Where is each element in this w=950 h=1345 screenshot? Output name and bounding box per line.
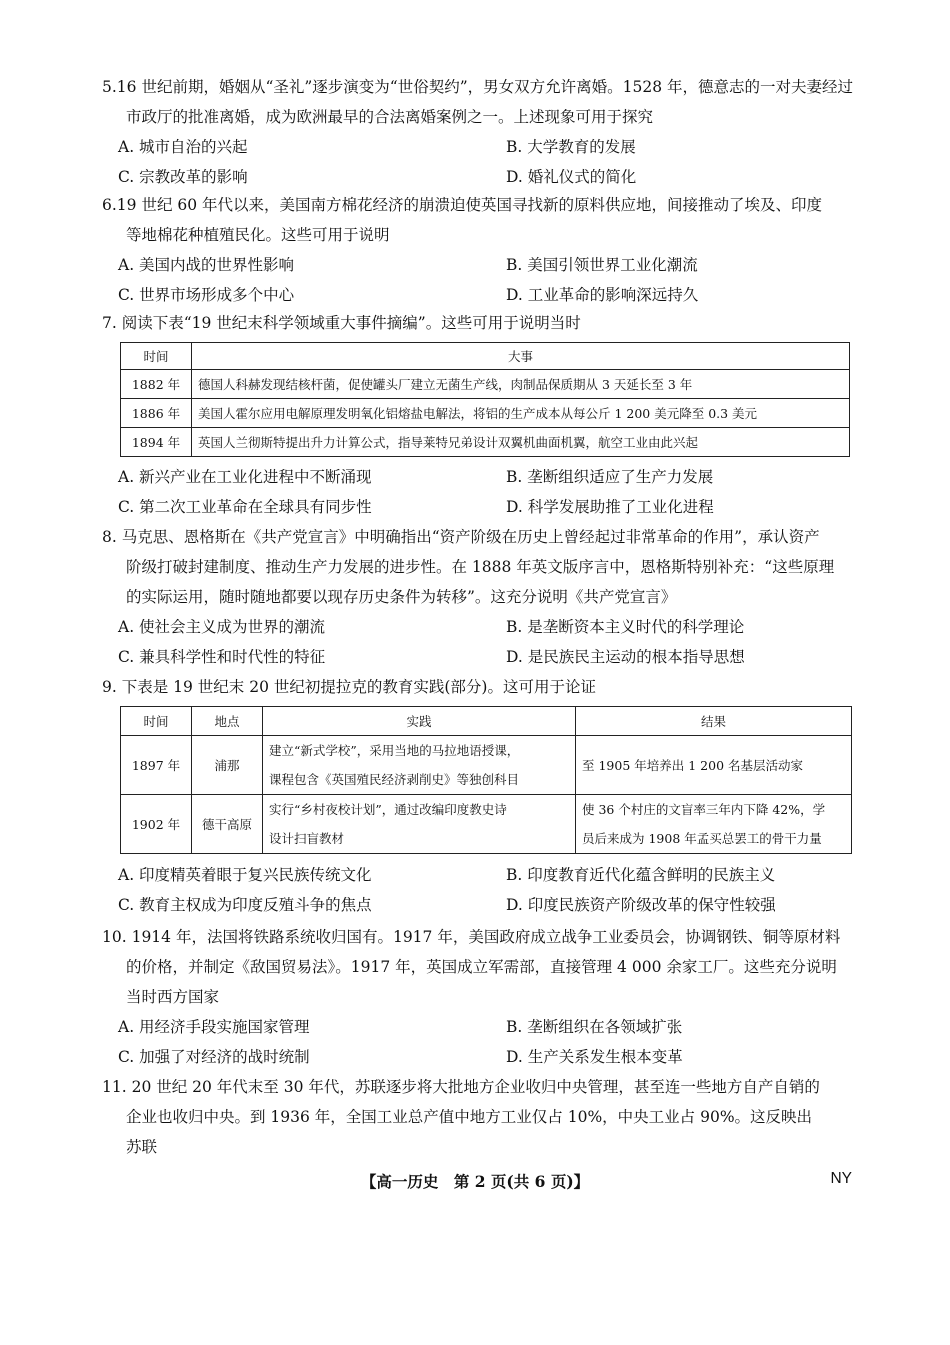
option-a[interactable]: A. 新兴产业在工业化进程中不断涌现 xyxy=(118,468,372,486)
table-row xyxy=(121,795,852,854)
cell-event: 英国人兰彻斯特提出升力计算公式，指导莱特兄弟设计双翼机曲面机翼，航空工业由此兴起 xyxy=(192,428,850,457)
table-row xyxy=(121,399,850,428)
option-b[interactable]: B. 垄断组织适应了生产力发展 xyxy=(506,468,714,486)
option-d[interactable]: D. 是民族民主运动的根本指导思想 xyxy=(506,648,745,666)
option-c[interactable]: C. 第二次工业革命在全球具有同步性 xyxy=(118,498,372,516)
option-c[interactable]: C. 兼具科学性和时代性的特征 xyxy=(118,648,326,666)
cell-result xyxy=(576,736,852,795)
table-row xyxy=(121,736,852,795)
question-stem: 企业也收归中央。到 1936 年，全国工业总产值中地方工业仅占 10%，中央工业占 90%。这反映出 xyxy=(126,1108,813,1126)
option-d[interactable]: D. 婚礼仪式的简化 xyxy=(506,168,637,186)
option-c[interactable]: C. 加强了对经济的战时统制 xyxy=(118,1048,310,1066)
option-a[interactable]: A. 用经济手段实施国家管理 xyxy=(118,1018,310,1036)
cell-line: 员后来成为 1908 年孟买总罢工的骨干力量 xyxy=(582,831,822,846)
cell-event: 德国人科赫发现结核杆菌，促使罐头厂建立无菌生产线，肉制品保质期从 3 天延长至 3 年 xyxy=(192,370,850,399)
question-stem: 的实际运用，随时随地都要以现存历史条件为转移”。这充分说明《共产党宣言》 xyxy=(126,588,677,606)
question-9 xyxy=(102,672,862,702)
page-number: 【高一历史 第 2 页(共 6 页)】 xyxy=(360,1172,590,1191)
question-stem: 10. 1914 年，法国将铁路系统收归国有。1917 年，美国政府成立战争工业委员会，协调钢铁、铜等原材料 xyxy=(102,928,841,946)
header-practice: 实践 xyxy=(263,707,576,736)
option-d[interactable]: D. 工业革命的影响深远持久 xyxy=(506,286,699,304)
cell-line: 设计扫盲教材 xyxy=(269,831,345,846)
cell-practice xyxy=(263,795,576,854)
question-8 xyxy=(102,522,862,672)
header-place: 地点 xyxy=(192,707,263,736)
question-6 xyxy=(102,190,862,310)
header-event: 大事 xyxy=(192,343,850,370)
question-stem: 8. 马克思、恩格斯在《共产党宣言》中明确指出“资产阶级在历史上曾经起过非常革命的作用”，承认资产 xyxy=(102,528,820,546)
cell-result xyxy=(576,795,852,854)
cell-practice xyxy=(263,736,576,795)
option-a[interactable]: A. 印度精英着眼于复兴民族传统文化 xyxy=(118,866,372,884)
table-row xyxy=(121,370,850,399)
table-row xyxy=(121,428,850,457)
option-a[interactable]: A. 使社会主义成为世界的潮流 xyxy=(118,618,326,636)
option-b[interactable]: B. 垄断组织在各领域扩张 xyxy=(506,1018,683,1036)
question-stem: 阶级打破封建制度、推动生产力发展的进步性。在 1888 年英文版序言中，恩格斯特别补充：“这些原理 xyxy=(126,558,835,576)
question-stem: 的价格，并制定《敌国贸易法》。1917 年，英国成立军需部，直接管理 4 000 余家工厂。这些充分说明 xyxy=(126,958,837,976)
question-11 xyxy=(102,1072,862,1162)
cell-time: 1886 年 xyxy=(121,399,192,428)
option-a[interactable]: A. 城市自治的兴起 xyxy=(118,138,248,156)
cell-time: 1894 年 xyxy=(121,428,192,457)
cell-place: 德干高原 xyxy=(192,795,263,854)
question-stem: 当时西方国家 xyxy=(126,988,220,1006)
question-stem: 11. 20 世纪 20 年代末至 30 年代，苏联逐步将大批地方企业收归中央管理，甚至连一些地方自产自销的 xyxy=(102,1078,820,1096)
question-stem: 7. 阅读下表“19 世纪末科学领域重大事件摘编”。这些可用于说明当时 xyxy=(102,314,581,332)
question-stem: 苏联 xyxy=(126,1138,158,1156)
cell-line: 使 36 个村庄的文盲率三年内下降 42%，学 xyxy=(582,802,826,817)
options xyxy=(102,860,862,920)
cell-place: 浦那 xyxy=(192,736,263,795)
options xyxy=(102,1012,862,1072)
question-7 xyxy=(102,308,862,338)
header-time: 时间 xyxy=(121,707,192,736)
option-a[interactable]: A. 美国内战的世界性影响 xyxy=(118,256,295,274)
options xyxy=(102,132,862,192)
option-b[interactable]: B. 是垄断资本主义时代的科学理论 xyxy=(506,618,745,636)
cell-time: 1882 年 xyxy=(121,370,192,399)
option-b[interactable]: B. 美国引领世界工业化潮流 xyxy=(506,256,698,274)
question-7-options xyxy=(102,462,862,522)
question-9-options xyxy=(102,860,862,920)
question-stem: 5.16 世纪前期，婚姻从“圣礼”逐步演变为“世俗契约”，男女双方允许离婚。1528 年，德意志的一对夫妻经过 xyxy=(102,78,854,96)
cell-time: 1902 年 xyxy=(121,795,192,854)
paper-code: NY xyxy=(830,1170,852,1187)
question-stem: 等地棉花种植殖民化。这些可用于说明 xyxy=(126,226,390,244)
events-table xyxy=(120,342,850,457)
option-d[interactable]: D. 生产关系发生根本变革 xyxy=(506,1048,683,1066)
option-c[interactable]: C. 世界市场形成多个中心 xyxy=(118,286,295,304)
cell-line: 课程包含《英国殖民经济剥削史》等独创科目 xyxy=(269,772,520,787)
cell-line: 实行“乡村夜校计划”，通过改编印度教史诗 xyxy=(269,802,507,817)
question-stem: 6.19 世纪 60 年代以来，美国南方棉花经济的崩溃迫使英国寻找新的原料供应地，间接推动了埃及、印度 xyxy=(102,196,823,214)
header-time: 时间 xyxy=(121,343,192,370)
cell-line: 至 1905 年培养出 1 200 名基层活动家 xyxy=(582,758,803,773)
option-b[interactable]: B. 大学教育的发展 xyxy=(506,138,636,156)
option-c[interactable]: C. 教育主权成为印度反殖斗争的焦点 xyxy=(118,896,372,914)
cell-event: 美国人霍尔应用电解原理发明氧化铝熔盐电解法，将铝的生产成本从每公斤 1 200 美元降至 0.3 美元 xyxy=(192,399,850,428)
question-5 xyxy=(102,72,862,192)
education-table xyxy=(120,706,852,854)
option-b[interactable]: B. 印度教育近代化蕴含鲜明的民族主义 xyxy=(506,866,776,884)
options xyxy=(102,462,862,522)
question-stem: 市政厅的批准离婚，成为欧洲最早的合法离婚案例之一。上述现象可用于探究 xyxy=(126,108,654,126)
cell-line: 建立“新式学校”，采用当地的马拉地语授课， xyxy=(269,743,520,758)
option-d[interactable]: D. 科学发展助推了工业化进程 xyxy=(506,498,714,516)
question-stem: 9. 下表是 19 世纪末 20 世纪初提拉克的教育实践(部分)。这可用于论证 xyxy=(102,678,596,696)
header-result: 结果 xyxy=(576,707,852,736)
options xyxy=(102,250,862,310)
options xyxy=(102,612,862,672)
question-10 xyxy=(102,922,862,1072)
option-c[interactable]: C. 宗教改革的影响 xyxy=(118,168,248,186)
cell-time: 1897 年 xyxy=(121,736,192,795)
option-d[interactable]: D. 印度民族资产阶级改革的保守性较强 xyxy=(506,896,776,914)
